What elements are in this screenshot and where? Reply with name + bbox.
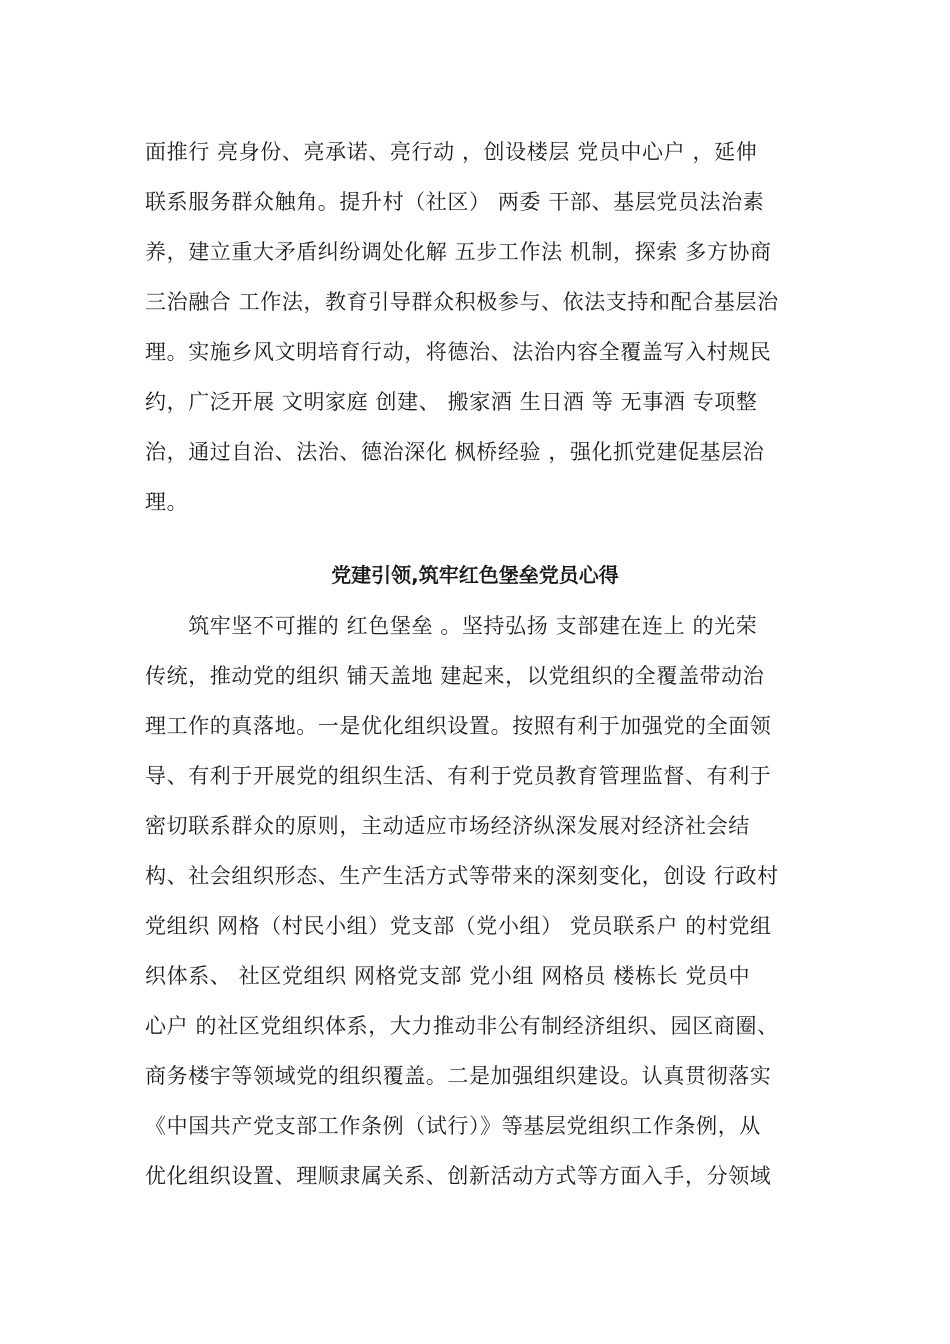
para2-line-10: 商务楼宇等领域党的组织覆盖。二是加强组织建设。认真贯彻落实 — [145, 1064, 772, 1088]
para2-line-8: 织体系、 社区党组织 网格党支部 党小组 网格员 楼栋长 党员中 — [145, 964, 751, 988]
section-title: 党建引领,筑牢红色堡垒党员心得 — [331, 563, 619, 587]
para2-line-2: 传统，推动党的组织 铺天盖地 建起来，以党组织的全覆盖带动治 — [145, 664, 765, 688]
para2-line-11: 《中国共产党支部工作条例（试行）》等基层党组织工作条例，从 — [145, 1114, 761, 1138]
para2-line-12: 优化组织设置、理顺隶属关系、创新活动方式等方面入手，分领域 — [145, 1164, 772, 1188]
para1-line-1: 面推行 亮身份、亮承诺、亮行动 ，创设楼层 党员中心户 ，延伸 — [145, 140, 758, 164]
para2-line-9: 心户 的社区党组织体系，大力推动非公有制经济组织、园区商圈、 — [145, 1014, 779, 1038]
para2-line-6: 构、社会组织形态、生产生活方式等带来的深刻变化，创设 行政村 — [145, 864, 779, 888]
para1-line-3: 养，建立重大矛盾纠纷调处化解 五步工作法 机制，探索 多方协商 — [145, 240, 772, 264]
para1-line-7: 治，通过自治、法治、德治深化 枫桥经验 ，强化抓党建促基层治 — [145, 440, 765, 464]
para2-line-1: 筑牢坚不可摧的 红色堡垒 。坚持弘扬 支部建在连上 的光荣 — [145, 614, 758, 638]
para1-line-2: 联系服务群众触角。提升村（社区） 两委 干部、基层党员法治素 — [145, 190, 765, 214]
para1-line-5: 理。实施乡风文明培育行动，将德治、法治内容全覆盖写入村规民 — [145, 340, 772, 364]
para1-line-6: 约，广泛开展 文明家庭 创建、 搬家酒 生日酒 等 无事酒 专项整 — [145, 390, 758, 414]
para2-line-3: 理工作的真落地。一是优化组织设置。按照有利于加强党的全面领 — [145, 714, 772, 738]
para1-line-8: 理。 — [145, 490, 189, 514]
para2-line-5: 密切联系群众的原则，主动适应市场经济纵深发展对经济社会结 — [145, 814, 750, 838]
para2-line-7: 党组织 网格（村民小组）党支部（党小组） 党员联系户 的村党组 — [145, 914, 772, 938]
para2-line-4: 导、有利于开展党的组织生活、有利于党员教育管理监督、有利于 — [145, 764, 772, 788]
para1-line-4: 三治融合 工作法，教育引导群众积极参与、依法支持和配合基层治 — [145, 290, 779, 314]
